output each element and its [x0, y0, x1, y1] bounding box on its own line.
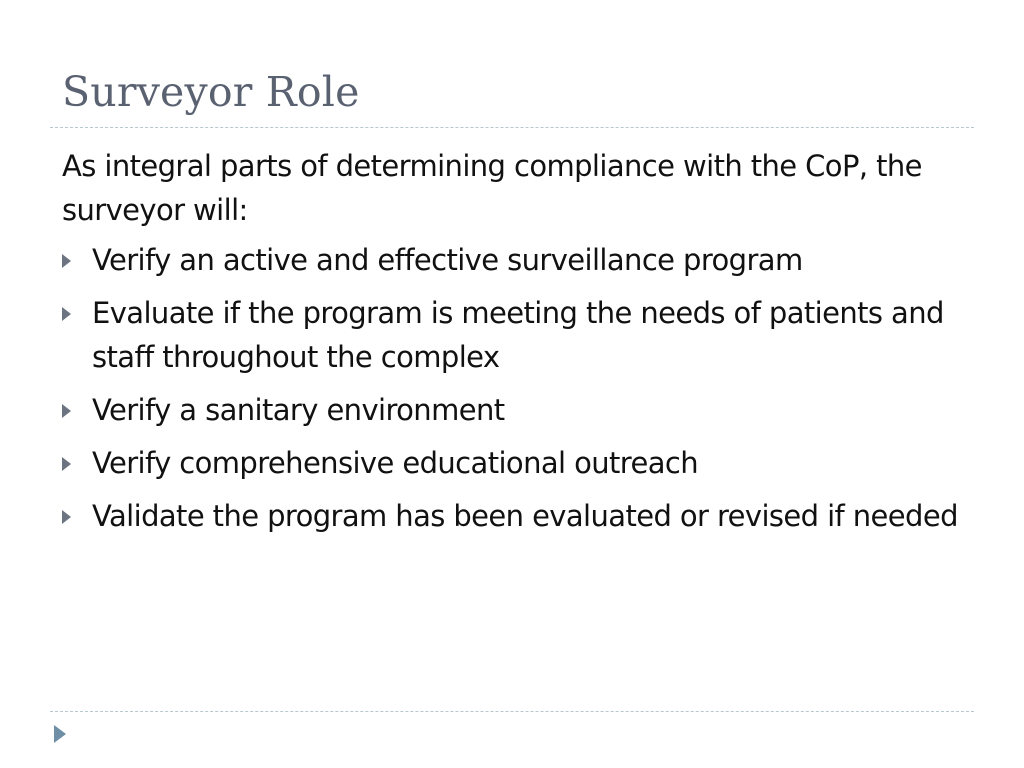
bullet-list: [62, 238, 962, 538]
bullet-arrow-icon: [62, 404, 71, 418]
bullet-item: [62, 441, 962, 485]
bullet-arrow-icon: [62, 510, 71, 524]
slide-body: [62, 144, 962, 547]
footer-divider: [50, 711, 974, 712]
bullet-text: Evaluate if the program is meeting the needs of patients and staff throughout the complex: [92, 296, 944, 374]
bullet-text: Verify an active and effective surveillance program: [92, 243, 803, 277]
intro-text: As integral parts of determining compliance with the CoP, the surveyor will:: [62, 149, 922, 227]
slide-title: Surveyor Role: [62, 68, 360, 116]
bullet-item: [62, 238, 962, 282]
bullet-arrow-icon: [62, 457, 71, 471]
bullet-arrow-icon: [62, 307, 71, 321]
bullet-item: [62, 388, 962, 432]
bullet-text: Validate the program has been evaluated or revised if needed: [92, 499, 958, 533]
bullet-text: Verify comprehensive educational outreach: [92, 446, 699, 480]
bullet-arrow-icon: [62, 254, 71, 268]
bullet-text: Verify a sanitary environment: [92, 393, 505, 427]
next-slide-arrow-icon[interactable]: [54, 725, 66, 743]
bullet-item: [62, 291, 962, 379]
title-divider: [50, 127, 974, 128]
bullet-item: [62, 494, 962, 538]
